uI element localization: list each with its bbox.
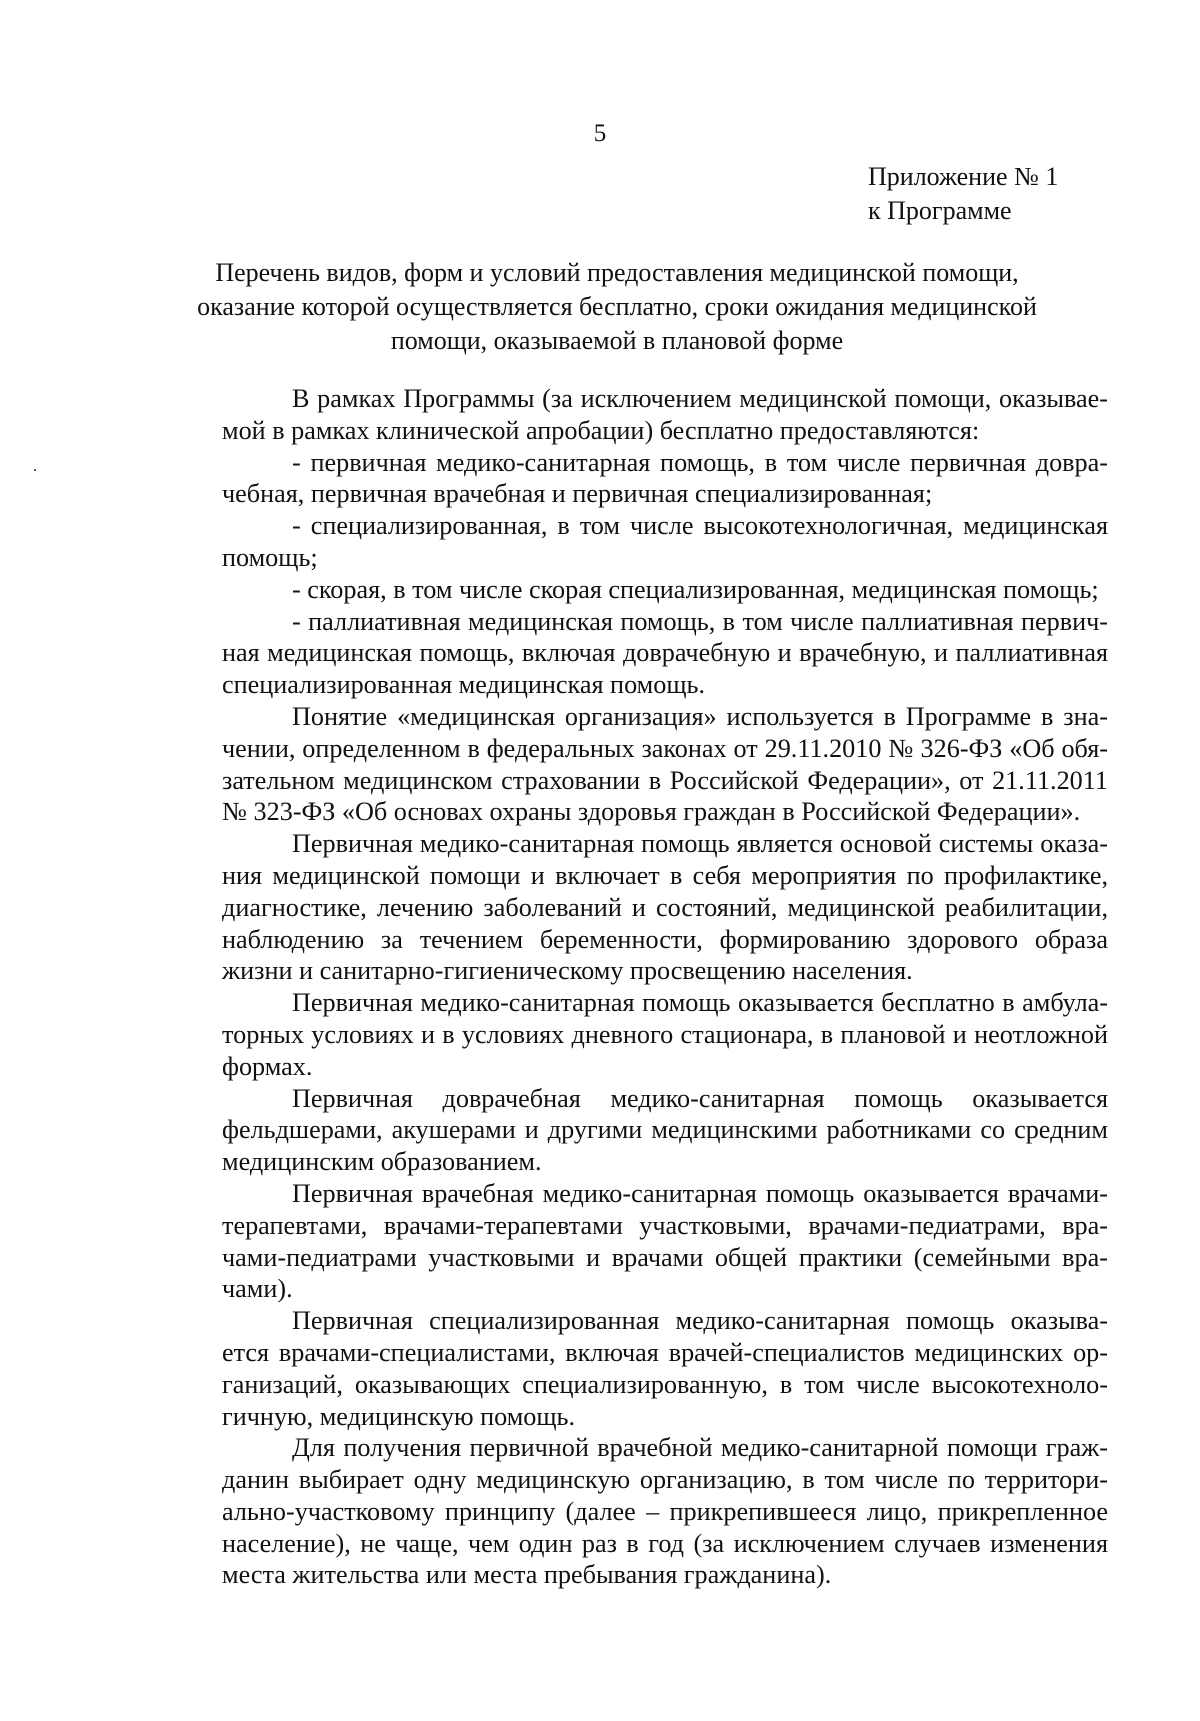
paragraph-line: помощь; [222,542,318,572]
paragraph-line: - паллиативная медицинская помощь, в том числе паллиативная первич- [292,606,1108,636]
paragraph [222,1432,1108,1591]
paragraph-line: Первичная медико-санитарная помощь оказывается бесплатно в амбула- [292,988,1108,1018]
paragraph-line: Для получения первичной врачебной медико-санитарной помощи граж- [292,1433,1108,1463]
paragraph-line: - скорая, в том числе скорая специализированная, медицинская помощь; [292,574,1099,604]
paragraph-line: ния медицинской помощи и включает в себя мероприятия по профилактике, [222,860,1108,890]
paragraph [222,1305,1108,1432]
scan-speck [34,469,36,471]
paragraph-line: - специализированная, в том числе высокотехнологичная, медицинская [292,511,1108,541]
paragraph-line: чебная, первичная врачебная и первичная специализированная; [222,479,933,509]
paragraph-line: - первичная медико-санитарная помощь, в том числе первичная довра- [292,447,1108,477]
paragraph-line: Первичная специализированная медико-санитарная помощь оказыва- [292,1306,1108,1336]
paragraph-line: фельдшерами, акушерами и другими медицинскими работниками со средним [222,1115,1108,1145]
paragraph-line: специализированная медицинская помощь. [222,670,705,700]
paragraph-line: ется врачами-специалистами, включая врачей-специалистов медицинских ор- [222,1337,1108,1367]
paragraph [222,1178,1108,1305]
appendix-number: Приложение № 1 [868,162,1059,191]
paragraph-line: Первичная доврачебная медико-санитарная помощь оказывается [292,1083,1108,1113]
paragraph [222,574,1108,606]
paragraph [222,510,1108,574]
paragraph-line: жизни и санитарно-гигиеническому просвещению населения. [222,956,913,986]
paragraph-line: № 323-ФЗ «Об основах охраны здоровья граждан в Российской Федерации». [222,797,1081,827]
paragraph [222,1083,1108,1178]
paragraph-line: Первичная медико-санитарная помощь является основой системы оказа- [292,829,1108,859]
paragraph [222,987,1108,1082]
paragraph-line: диагностике, лечению заболеваний и состояний, медицинской реабилитации, [222,892,1108,922]
paragraph-line: ганизаций, оказывающих специализированную, в том числе высокотехноло- [222,1369,1108,1399]
paragraph-line: Понятие «медицинская организация» используется в Программе в зна- [292,701,1108,731]
paragraph-line: гичную, медицинскую помощь. [222,1401,576,1431]
paragraph-line: медицинским образованием. [222,1147,542,1177]
paragraph-line: места жительства или места пребывания гражданина). [222,1560,832,1590]
paragraph [222,383,1108,447]
document-body [222,383,1108,1591]
page-number: 5 [593,120,607,147]
paragraph-line: ально-участковому принципу (далее – прикрепившееся лицо, прикрепленное [222,1496,1108,1526]
title-line: помощи, оказываемой в плановой форме [390,326,844,355]
title-line: оказание которой осуществляется бесплатно, сроки ожидания медицинской [197,292,1037,321]
paragraph [222,606,1108,701]
paragraph-line: наблюдению за течением беременности, формированию здорового образа [222,924,1108,954]
paragraph-line: формах. [222,1051,313,1081]
paragraph-line: чами). [222,1274,293,1304]
paragraph-line: Первичная врачебная медико-санитарная помощь оказывается врачами- [292,1178,1108,1208]
appendix-reference: к Программе [868,196,1012,225]
paragraph-line: В рамках Программы (за исключением медицинской помощи, оказывае- [292,384,1108,413]
paragraph-line: ная медицинская помощь, включая доврачебную и врачебную, и паллиативная [222,638,1108,668]
title-line: Перечень видов, форм и условий предоставления медицинской помощи, [215,258,1019,287]
paragraph [222,447,1108,511]
appendix-header [868,160,1058,228]
paragraph-line: население), не чаще, чем один раз в год (за исключением случаев изменения [222,1528,1108,1558]
paragraph-line: торных условиях и в условиях дневного стационара, в плановой и неотложной [222,1019,1108,1049]
paragraph-line: чами-педиатрами участковыми и врачами общей практики (семейными вра- [222,1242,1108,1272]
paragraph-line: чении, определенном в федеральных законах от 29.11.2010 № 326-ФЗ «Об обя- [222,733,1108,763]
paragraph-line: терапевтами, врачами-терапевтами участковыми, врачами-педиатрами, вра- [222,1210,1108,1240]
paragraph-line: мой в рамках клинической апробации) бесплатно предоставляются: [222,415,980,445]
paragraph [222,828,1108,987]
paragraph [222,701,1108,828]
paragraph-line: данин выбирает одну медицинскую организацию, в том числе по территори- [222,1465,1108,1495]
document-title [150,256,1084,358]
paragraph-line: зательном медицинском страховании в Российской Федерации», от 21.11.2011 [222,765,1108,795]
